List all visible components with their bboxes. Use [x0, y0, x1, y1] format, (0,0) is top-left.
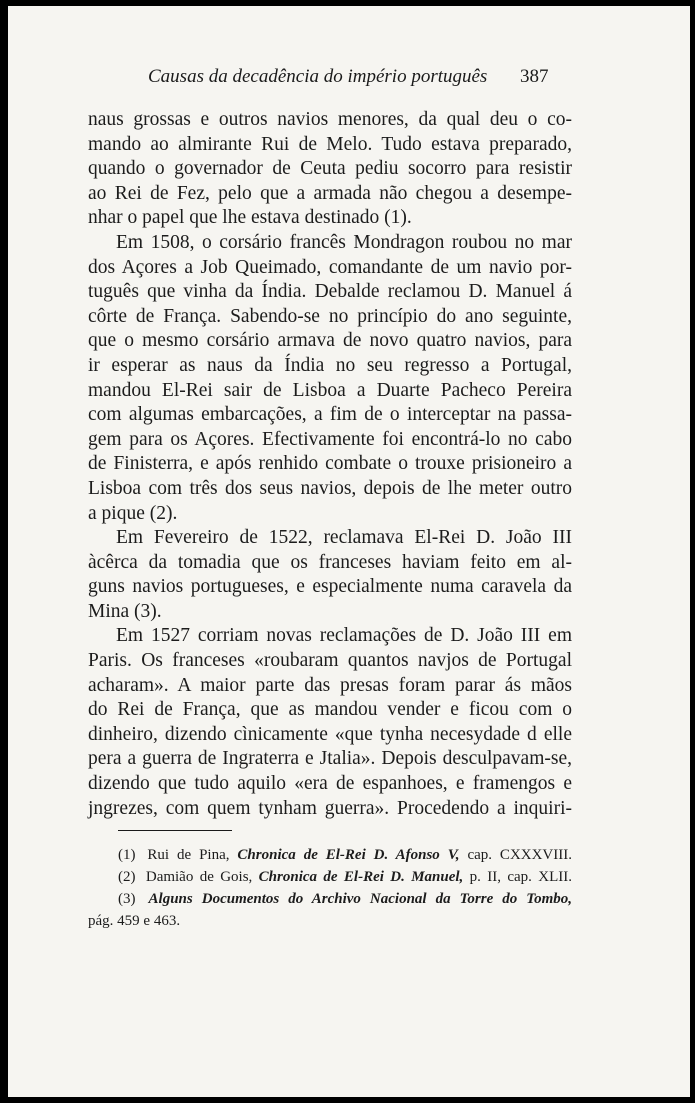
text-line: dos Açores a Job Queimado, comandante de um navio por- [88, 256, 572, 278]
footnote-reference: cap. CXXXVIII. [467, 847, 573, 863]
footnote-2 [88, 866, 572, 888]
footnote-3-continuation: pág. 459 e 463. [88, 913, 181, 929]
text-line: mandou El-Rei sair de Lisboa a Duarte Pacheco Pereira [88, 379, 572, 401]
footnote-title: Chronica de El-Rei D. Afonso V, [237, 847, 460, 863]
text-line: pera a guerra de Ingraterra e Jtalia». Depois desculpavam-se, [88, 748, 572, 770]
footnote-reference: p. II, cap. XLII. [469, 869, 573, 885]
footnote-number: (2) [118, 869, 136, 885]
footnote-author: Damião de Gois, [145, 869, 253, 885]
text-line: Mina (3). [88, 600, 162, 622]
footnote-3 [88, 888, 572, 910]
paragraph-3 [88, 526, 572, 624]
footnote-title: Chronica de El-Rei D. Manuel, [258, 869, 464, 885]
page-number: 387 [520, 66, 549, 87]
text-line: guns navios portugueses, e especialmente numa caravela da [88, 576, 572, 598]
text-line: mando ao almirante Rui de Melo. Tudo estava preparado, [88, 133, 572, 155]
paragraph-4 [88, 624, 572, 821]
text-line: que o mesmo corsário armava de novo quatro navios, para [88, 330, 572, 352]
footnote-1 [88, 844, 572, 866]
text-line: naus grossas e outros navios menores, da qual deu o co- [88, 109, 572, 130]
text-line: côrte de França. Sabendo-se no princípio do ano seguinte, [88, 305, 572, 327]
text-line: Em Fevereiro de 1522, reclamava El-Rei D. João III [116, 527, 572, 549]
text-line: Em 1508, o corsário francês Mondragon roubou no mar [116, 231, 572, 253]
footnote-rule [118, 830, 232, 831]
text-line: de Finisterra, e após renhido combate o trouxe prisioneiro a [88, 453, 572, 475]
footnote-number: (1) [118, 847, 136, 863]
footnote-number: (3) [118, 891, 136, 907]
text-line: nhar o papel que lhe estava destinado (1). [88, 207, 412, 229]
text-line: àcêrca da tomadia que os franceses haviam feito em al- [88, 551, 572, 573]
text-line: tuguês que vinha da Índia. Debalde reclamou D. Manuel á [88, 281, 572, 303]
footnote-author: Rui de Pina, [147, 847, 230, 863]
text-line: ao Rei de Fez, pelo que a armada não chegou a desempe- [88, 182, 572, 204]
text-line: do Rei de França, que as mandou vender e ficou com o [88, 699, 572, 721]
text-line: gem para os Açores. Efectivamente foi encontrá-lo no cabo [88, 428, 572, 450]
text-line: com algumas embarcações, a fim de o interceptar na passa- [88, 404, 572, 426]
text-line: dinheiro, dizendo cìnicamente «que tynha necesydade d elle [88, 723, 572, 745]
text-line: dizendo que tudo aquilo «era de espanhoes, e framengos e [88, 773, 572, 795]
book-page [8, 6, 690, 1097]
text-line: acharam». A maior parte das presas foram parar ás mãos [88, 674, 572, 696]
text-line: Paris. Os franceses «roubaram quantos navjos de Portugal [88, 650, 572, 672]
text-line: ir esperar as naus da Índia no seu regresso a Portugal, [88, 354, 572, 376]
text-line: Em 1527 corriam novas reclamações de D. João III em [116, 625, 572, 647]
text-line: jngrezes, com quem tynham guerra». Procedendo a inquiri- [88, 797, 572, 819]
text-line: a pique (2). [88, 502, 178, 524]
footnotes [88, 844, 572, 932]
body-text [88, 108, 572, 821]
text-line: Lisboa com três dos seus navios, depois de lhe meter outro [88, 477, 572, 499]
running-title: Causas da decadência do império português [148, 66, 488, 87]
paragraph-1 [88, 108, 572, 231]
paragraph-2 [88, 231, 572, 526]
page-header [8, 66, 690, 96]
footnote-title: Alguns Documentos do Archivo Nacional da Torre do Tombo, [148, 891, 572, 907]
text-line: quando o governador de Ceuta pediu socorro para resistir [88, 158, 572, 180]
